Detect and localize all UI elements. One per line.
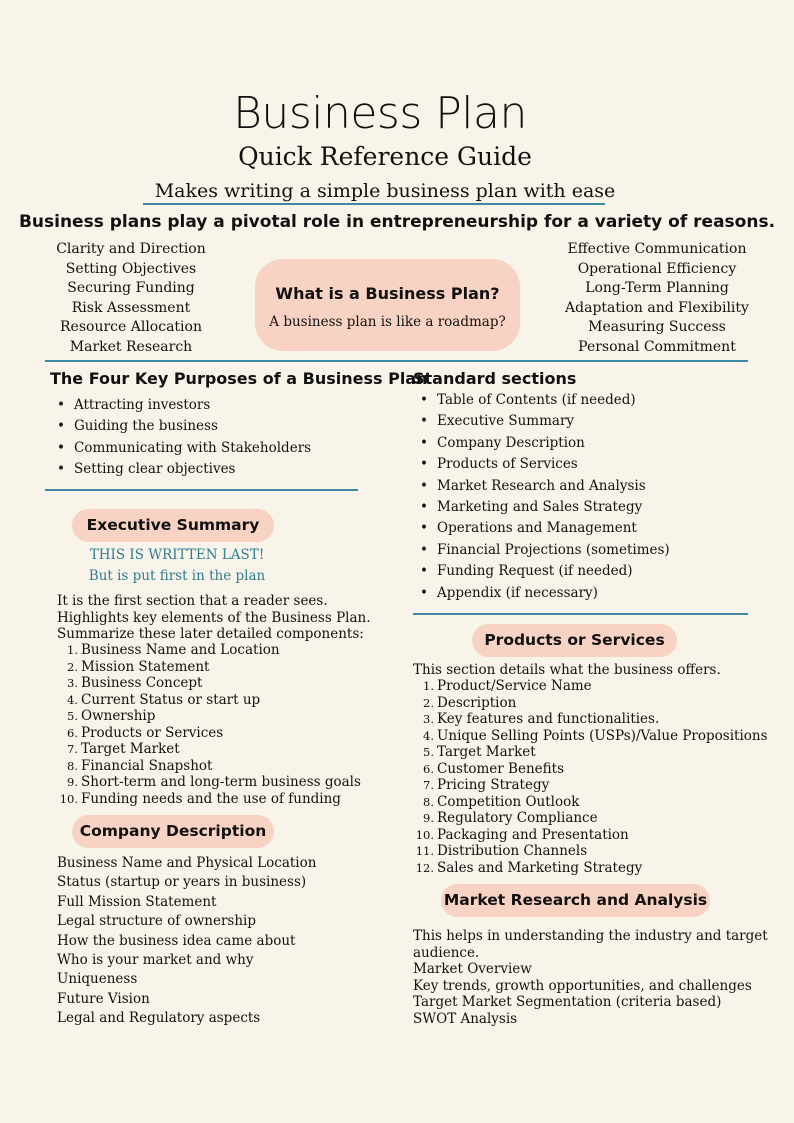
list-item: 1. Business Name and Location — [67, 642, 280, 658]
reason-item: Operational Efficiency — [577, 260, 737, 277]
list-item: Business Name and Physical Location — [57, 855, 317, 871]
list-item: 3. Key features and functionalities. — [423, 711, 660, 727]
list-item: • Guiding the business — [50, 416, 427, 437]
reason-item: Resource Allocation — [60, 319, 202, 336]
list-item: Who is your market and why — [57, 952, 254, 969]
intro-line: It is the first section that a reader sees. — [57, 593, 328, 609]
list-item: 2. Description — [423, 694, 517, 711]
list-item: • Financial Projections (sometimes) — [413, 540, 670, 561]
list-item: 12. Sales and Marketing Strategy — [415, 859, 643, 876]
reason-item: Clarity and Direction — [56, 241, 206, 257]
list-item: • Appendix (if necessary) — [413, 583, 670, 604]
list-item: • Communicating with Stakeholders — [50, 438, 427, 459]
left-reasons-list — [45, 240, 217, 358]
text-line: SWOT Analysis — [413, 1010, 518, 1027]
reason-item: Personal Commitment — [578, 338, 736, 355]
list-item: Full Mission Statement — [57, 893, 217, 910]
text-line: Target Market Segmentation (criteria based) — [413, 994, 722, 1011]
standard-sections — [413, 369, 670, 604]
list-item: Future Vision — [57, 990, 150, 1007]
reason-item: Market Research — [69, 338, 193, 355]
reason-item: Effective Communication — [567, 241, 747, 257]
list-item: • Setting clear objectives — [50, 459, 427, 480]
section-divider — [45, 360, 748, 362]
list-item: Uniqueness — [57, 971, 138, 988]
list-item: 6. Customer Benefits — [423, 760, 564, 777]
what-is-text: A business plan is like a roadmap? — [269, 314, 506, 330]
page-tagline: Makes writing a simple business plan with ease — [154, 180, 616, 202]
list-item: • Executive Summary — [413, 411, 670, 432]
purposes-list — [50, 395, 427, 480]
put-first-note: But is put first in the plan — [88, 568, 266, 584]
page-title: Business Plan — [233, 88, 527, 139]
section-divider — [413, 613, 748, 615]
company-description-list — [57, 854, 316, 1029]
reason-item: Adaptation and Flexibility — [565, 299, 749, 316]
what-is-heading: What is a Business Plan? — [275, 284, 500, 303]
list-item: • Products of Services — [413, 454, 670, 475]
list-item: 11. Distribution Channels — [415, 843, 588, 859]
list-item: 8. Competition Outlook — [423, 793, 580, 810]
written-last-note: THIS IS WRITTEN LAST! — [89, 547, 265, 563]
company-description-heading: Company Description — [72, 815, 274, 848]
reason-item: Long-Term Planning — [585, 280, 729, 297]
text-line: Market Overview — [413, 961, 532, 978]
list-item: 4. Current Status or start up — [67, 691, 261, 708]
text-line: audience. — [413, 944, 480, 961]
executive-summary-intro — [57, 593, 371, 643]
list-item: 10. Funding needs and the use of funding — [59, 790, 341, 807]
products-services-list — [413, 678, 768, 876]
standard-sections-heading: Standard sections — [413, 369, 577, 388]
list-item: 10. Packaging and Presentation — [415, 826, 629, 843]
tagline-underline — [143, 203, 605, 205]
intro-statement: Business plans play a pivotal role in entrepreneurship for a variety of reasons. — [18, 212, 776, 232]
text-line: This helps in understanding the industry and target — [413, 928, 768, 944]
standard-sections-list — [413, 390, 670, 604]
list-item: 6. Products or Services — [67, 724, 224, 741]
intro-line: Summarize these later detailed components: — [57, 626, 364, 643]
reason-item: Securing Funding — [67, 280, 195, 297]
list-item: 4. Unique Selling Points (USPs)/Value Propositions — [423, 727, 768, 744]
executive-summary-heading: Executive Summary — [72, 509, 274, 542]
list-item: 5. Ownership — [67, 708, 156, 724]
list-item: • Funding Request (if needed) — [413, 561, 670, 582]
list-item: Legal and Regulatory aspects — [57, 1010, 261, 1027]
list-item: 7. Target Market — [67, 741, 180, 757]
executive-summary-list — [57, 642, 361, 807]
list-item: Status (startup or years in business) — [57, 874, 307, 891]
list-item: Legal structure of ownership — [57, 913, 256, 930]
list-item: 9. Short-term and long-term business goals — [67, 774, 361, 790]
list-item: • Market Research and Analysis — [413, 476, 670, 497]
list-item: 2. Mission Statement — [67, 658, 210, 675]
reason-item: Risk Assessment — [71, 299, 191, 316]
list-item: • Table of Contents (if needed) — [413, 390, 670, 411]
page-subtitle: Quick Reference Guide — [238, 142, 532, 171]
list-item: 3. Business Concept — [67, 675, 203, 691]
list-item: 5. Target Market — [423, 744, 536, 760]
list-item: How the business idea came about — [57, 932, 296, 949]
market-research-text — [413, 928, 768, 1028]
list-item: • Marketing and Sales Strategy — [413, 497, 670, 518]
what-is-business-plan-box — [255, 259, 520, 351]
products-services-heading: Products or Services — [472, 624, 677, 657]
market-research-heading: Market Research and Analysis — [441, 884, 710, 917]
list-item: • Operations and Management — [413, 518, 670, 539]
list-item: 9. Regulatory Compliance — [423, 810, 598, 826]
products-services-intro: This section details what the business offers. — [413, 662, 721, 678]
section-divider — [45, 489, 358, 491]
list-item: 8. Financial Snapshot — [67, 757, 213, 774]
intro-line: Highlights key elements of the Business Plan. — [57, 609, 371, 626]
list-item: • Company Description — [413, 433, 670, 454]
list-item: • Attracting investors — [50, 395, 427, 416]
text-line: Key trends, growth opportunities, and challenges — [413, 977, 752, 994]
right-reasons-list — [565, 240, 749, 358]
reason-item: Measuring Success — [588, 319, 726, 336]
purposes-section — [50, 369, 427, 480]
reason-item: Setting Objectives — [65, 260, 197, 277]
purposes-heading: The Four Key Purposes of a Business Plan — [50, 369, 428, 388]
list-item: 7. Pricing Strategy — [423, 777, 550, 793]
list-item: 1. Product/Service Name — [423, 678, 592, 694]
